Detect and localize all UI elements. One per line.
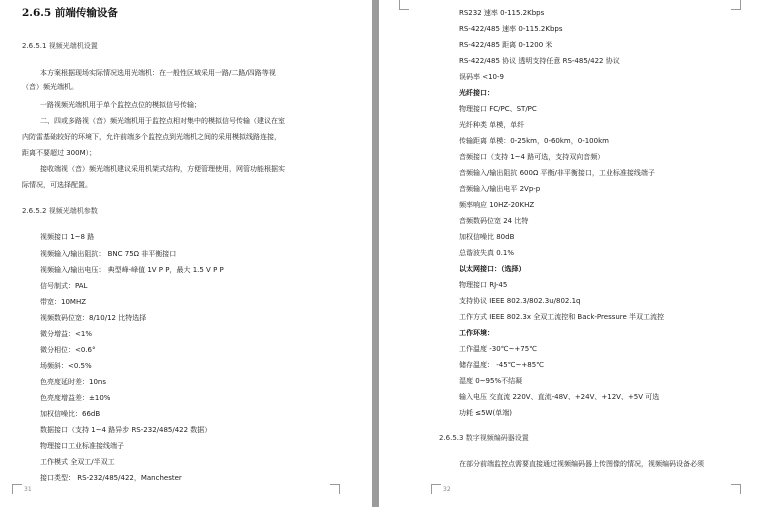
spec-line: 物理接口 FC/PC、ST/PC bbox=[459, 105, 537, 113]
spec-line: 功耗 ≤5W(单端) bbox=[459, 409, 512, 417]
paragraph-line: 在部分前端监控点需要直接通过视频编码器上传图像的情况，视频编码设备必须 bbox=[459, 460, 704, 468]
margin-corner-mark bbox=[330, 484, 340, 494]
spec-line: 音频输入/输出阻抗 600Ω 平衡/非平衡接口，工业标准接线端子 bbox=[459, 169, 655, 177]
spec-line: RS-422/485 协议 透明支持任意 RS-485/422 协议 bbox=[459, 57, 620, 65]
spec-line: 光纤种类 单模，单纤 bbox=[459, 121, 525, 129]
spec-line: RS232 速率 0-115.2Kbps bbox=[459, 9, 545, 17]
param-line: 视频输入/输出电压： 典型峰-峰值 1V P P，最大 1.5 V P P bbox=[40, 266, 224, 274]
spec-line: 传输距离 单模：0-25km，0-60km，0-100km bbox=[459, 137, 609, 145]
spec-line: RS-422/485 距离 0-1200 米 bbox=[459, 41, 553, 49]
paragraph-line: 距离不要超过 300M）； bbox=[22, 149, 97, 157]
subsection-heading: 2.6.5.2 视频光端机参数 bbox=[22, 207, 98, 215]
param-line: 色亮度增益差：±10% bbox=[40, 394, 111, 402]
paragraph-line: 际情况，可选择配置。 bbox=[22, 181, 92, 189]
page-number: 32 bbox=[443, 486, 451, 493]
spec-line: 总谐波失真 0.1% bbox=[459, 249, 515, 257]
param-line: 微分相位：<0.6° bbox=[40, 346, 96, 354]
page-gutter bbox=[372, 0, 379, 507]
subsection-heading: 2.6.5.1 视频光端机设置 bbox=[22, 42, 98, 50]
spec-line: 音频输入/输出电平 2Vp-p bbox=[459, 185, 541, 193]
param-line: 视频接口 1~8 路 bbox=[40, 233, 95, 241]
spec-line: 输入电压 交直流 220V、直流-48V、+24V、+12V、+5V 可选 bbox=[459, 393, 660, 401]
margin-corner-mark bbox=[431, 484, 441, 494]
param-line: 数据接口（支持 1~4 路异步 RS-232/485/422 数据） bbox=[40, 426, 212, 434]
spec-group-heading: 光纤接口： bbox=[459, 89, 494, 97]
param-line: 视频数码位宽：8/10/12 比特选择 bbox=[40, 314, 147, 322]
spec-line: RS-422/485 速率 0-115.2Kbps bbox=[459, 25, 563, 33]
paragraph-line: 二、四或多路视（音）频光端机用于监控点相对集中的模拟信号传输（建议在室 bbox=[40, 117, 285, 125]
param-line: 场频斜：<0.5% bbox=[40, 362, 92, 370]
document-page-left bbox=[0, 0, 372, 507]
param-line: 微分增益：<1% bbox=[40, 330, 92, 338]
param-line: 带宽：10MHZ bbox=[40, 298, 87, 306]
paragraph-line: 一路视频光端机用于单个监控点位的模拟信号传输； bbox=[40, 101, 201, 109]
spec-line: 音频接口（支持 1~4 路可选，支持双向音频） bbox=[459, 153, 605, 161]
paragraph-line: 内防雷基础较好的环境下，允许前端多个监控点到光端机之间的采用模拟线路连接， bbox=[22, 133, 281, 141]
spec-line: 物理接口 RJ-45 bbox=[459, 281, 508, 289]
spec-line: 湿度 0~95%不结凝 bbox=[459, 377, 523, 385]
spec-line: 工作方式 IEEE 802.3x 全双工流控和 Back-Pressure 半双工流控 bbox=[459, 313, 665, 321]
param-line: 工作模式 全双工/半双工 bbox=[40, 458, 115, 466]
document-page-right bbox=[379, 0, 760, 507]
margin-corner-mark bbox=[399, 0, 409, 10]
param-line: 物理接口工业标准接线端子 bbox=[40, 442, 124, 450]
param-line: 接口类型： RS-232/485/422，Manchester bbox=[40, 474, 182, 482]
margin-corner-mark bbox=[12, 484, 22, 494]
spec-line: 音频数码位宽 24 比特 bbox=[459, 217, 529, 225]
page-number: 31 bbox=[24, 486, 32, 493]
param-line: 信号制式：PAL bbox=[40, 282, 88, 290]
section-heading: 2.6.5 前端传输设备 bbox=[22, 7, 118, 19]
paragraph-line: 本方案根据现场实际情况选用光端机：在一般性区域采用一路/二路/四路等视 bbox=[40, 69, 276, 77]
spec-group-heading: 以太网接口：（选择） bbox=[459, 265, 526, 273]
spec-line: 储存温度： -45℃~+85℃ bbox=[459, 361, 545, 369]
spec-group-heading: 工作环境： bbox=[459, 329, 494, 337]
spec-line: 支持协议 IEEE 802.3/802.3u/802.1q bbox=[459, 297, 581, 305]
paragraph-line: （音）频光端机。 bbox=[22, 83, 78, 91]
margin-corner-mark bbox=[731, 0, 741, 10]
spec-line: 加权信噪比 80dB bbox=[459, 233, 515, 241]
paragraph-line: 接收端视（音）频光端机建议采用机架式结构，方便管理使用，网管功能根据实 bbox=[40, 165, 285, 173]
margin-corner-mark bbox=[731, 484, 741, 494]
spec-line: 误码率 <10-9 bbox=[459, 73, 504, 81]
subsection-heading: 2.6.5.3 数字视频编码器设置 bbox=[439, 434, 529, 442]
param-line: 加权信噪比：66dB bbox=[40, 410, 101, 418]
spec-line: 工作温度 -30℃~+75℃ bbox=[459, 345, 538, 353]
param-line: 视频输入/输出阻抗： BNC 75Ω 非平衡接口 bbox=[40, 250, 177, 258]
spec-line: 频率响应 10HZ-20KHZ bbox=[459, 201, 535, 209]
param-line: 色亮度延时差：10ns bbox=[40, 378, 106, 386]
